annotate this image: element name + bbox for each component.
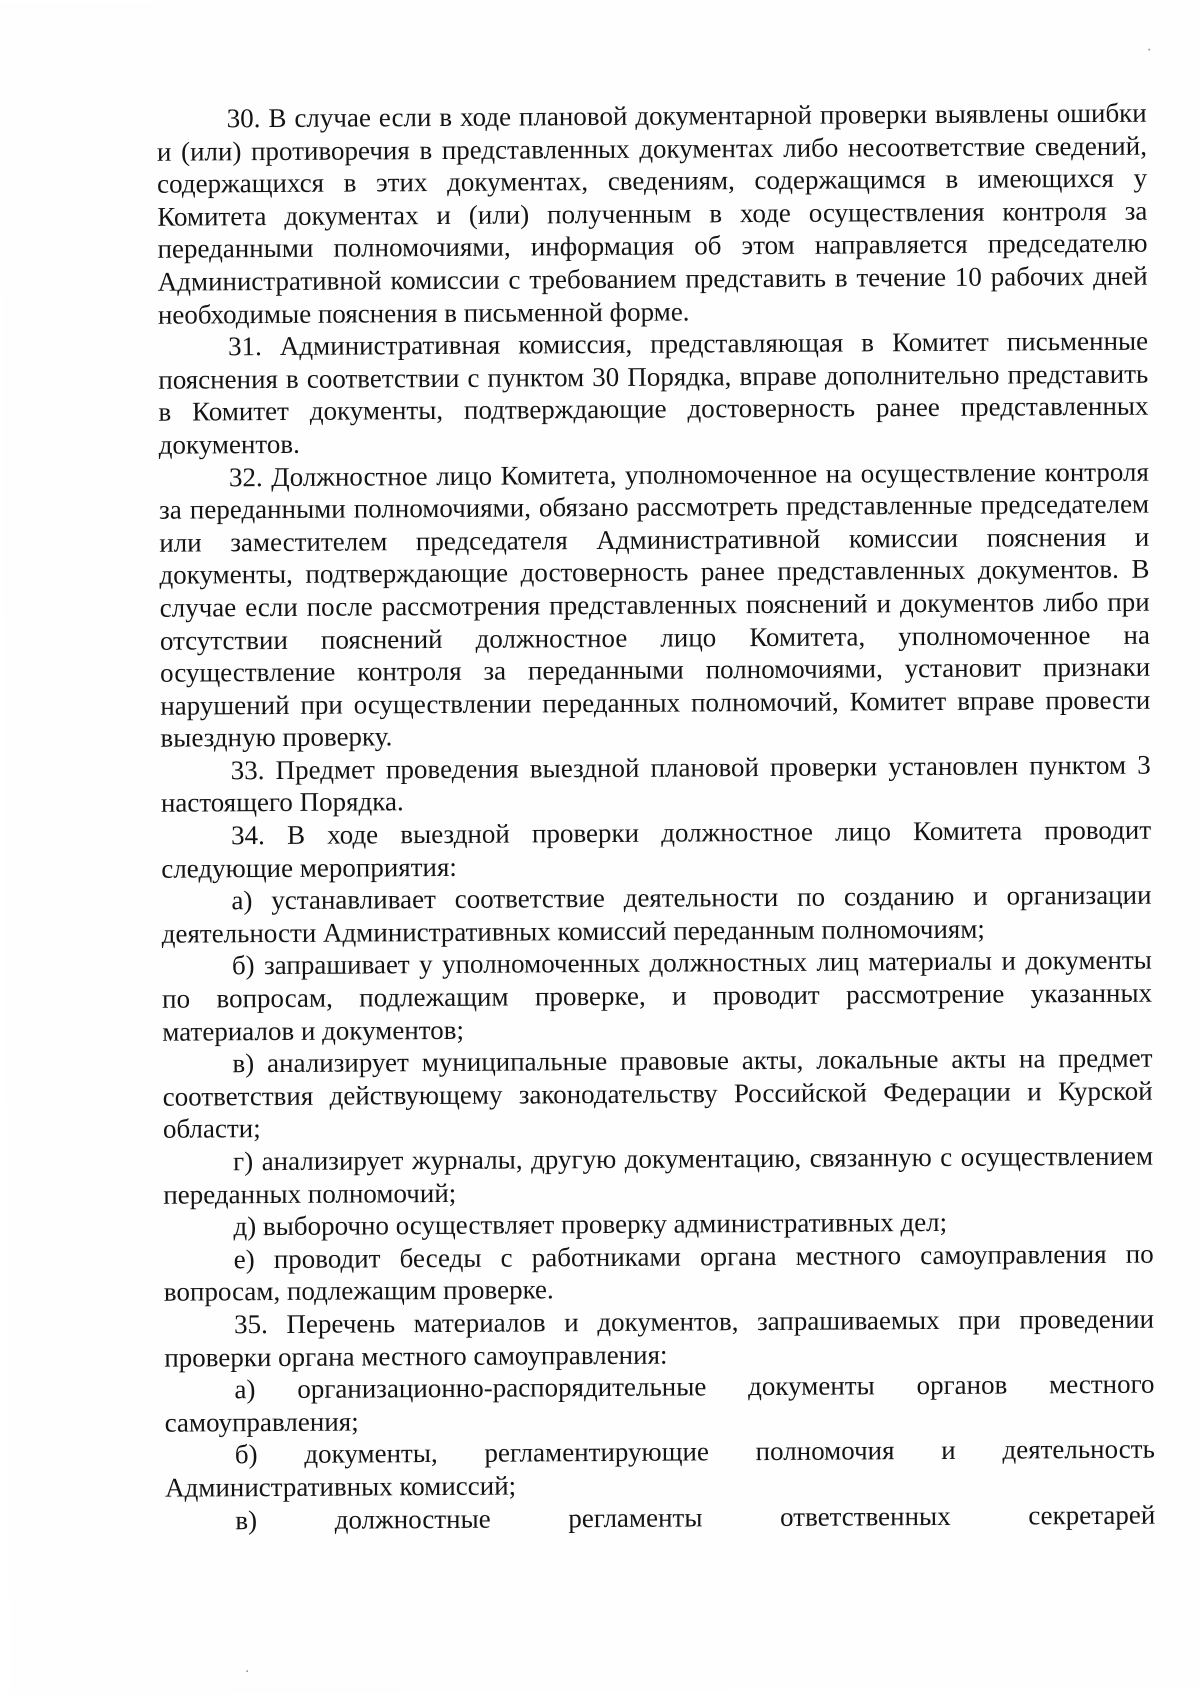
list-item-34-g: г) анализирует журналы, другую документацию, связанную с осуществлением переданных полномочий; xyxy=(163,1140,1154,1210)
paragraph-33: 33. Предмет проведения выездной плановой проверки установлен пунктом 3 настоящего Порядка. xyxy=(160,749,1151,819)
list-item-35-a: а) организационно-распорядительные документы органов местного самоуправления; xyxy=(164,1368,1155,1438)
scan-speck xyxy=(246,1670,248,1672)
list-item-35-b: б) документы, регламентирующие полномочия и деятельность Административных комиссий; xyxy=(164,1433,1155,1503)
list-item-34-d: д) выборочно осуществляет проверку административных дел; xyxy=(233,1207,948,1242)
paragraph-35: 35. Перечень материалов и документов, запрашиваемых при проведении проверки органа местного самоуправления: xyxy=(164,1303,1155,1373)
list-item-34-v: в) анализирует муниципальные правовые акты, локальные акты на предмет соответствия действующему законодательству Российской Федерации и Курской области; xyxy=(162,1042,1153,1145)
list-item-34-a: а) устанавливает соответствие деятельности по созданию и организации деятельности Административных комиссий переданным полномочиям; xyxy=(161,879,1152,949)
list-item-34-b: б) запрашивает у уполномоченных должностных лиц материалы и документы по вопросам, подлежащим проверке, и проводит рассмотрение указанных материалов и документов; xyxy=(162,945,1153,1047)
paragraph-34: 34. В ходе выездной проверки должностное лицо Комитета проводит следующие мероприятия: xyxy=(161,814,1152,884)
scan-speck xyxy=(1148,49,1150,51)
list-item-34-e: е) проводит беседы с работниками органа местного самоуправления по вопросам, подлежащим проверке. xyxy=(163,1238,1154,1308)
list-item-35-v: в) должностные регламенты ответственных секретарей xyxy=(235,1499,1156,1535)
paragraph-30: 30. В случае если в ходе плановой документарной проверки выявлены ошибки и (или) противоречия в представленных документах либо несоответствие сведений, содержащихся в этих документах, сведениям, содержащимся в имеющихся у Комитета документах и (или) полученным в ходе осуществления контроля за переданными полномочиями, информация об этом направляется председателю Административной комиссии с требованием представить в течение 10 рабочих дней необходимые пояснения в письменной форме. xyxy=(156,97,1148,330)
paragraph-31: 31. Административная комиссия, представляющая в Комитет письменные пояснения в соответствии с пунктом 30 Порядка, вправе дополнительно представить в Комитет документы, подтверждающие достоверность ранее представленных документов. xyxy=(158,325,1149,460)
paragraph-32: 32. Должностное лицо Комитета, уполномоченное на осуществление контроля за переданными полномочиями, обязано рассмотреть представленные председателем или заместителем председателя Административной комиссии пояснения и документы, подтверждающие достоверность ранее представленных документов. В случае если после рассмотрения представленных пояснений и документов либо при отсутствии пояснений должностное лицо Комитета, уполномоченное на осуществление контроля за переданными полномочиями, установит признаки нарушений при осуществлении переданных полномочий, Комитет вправе провести выездную проверку. xyxy=(159,456,1151,753)
document-body xyxy=(157,97,1156,1537)
